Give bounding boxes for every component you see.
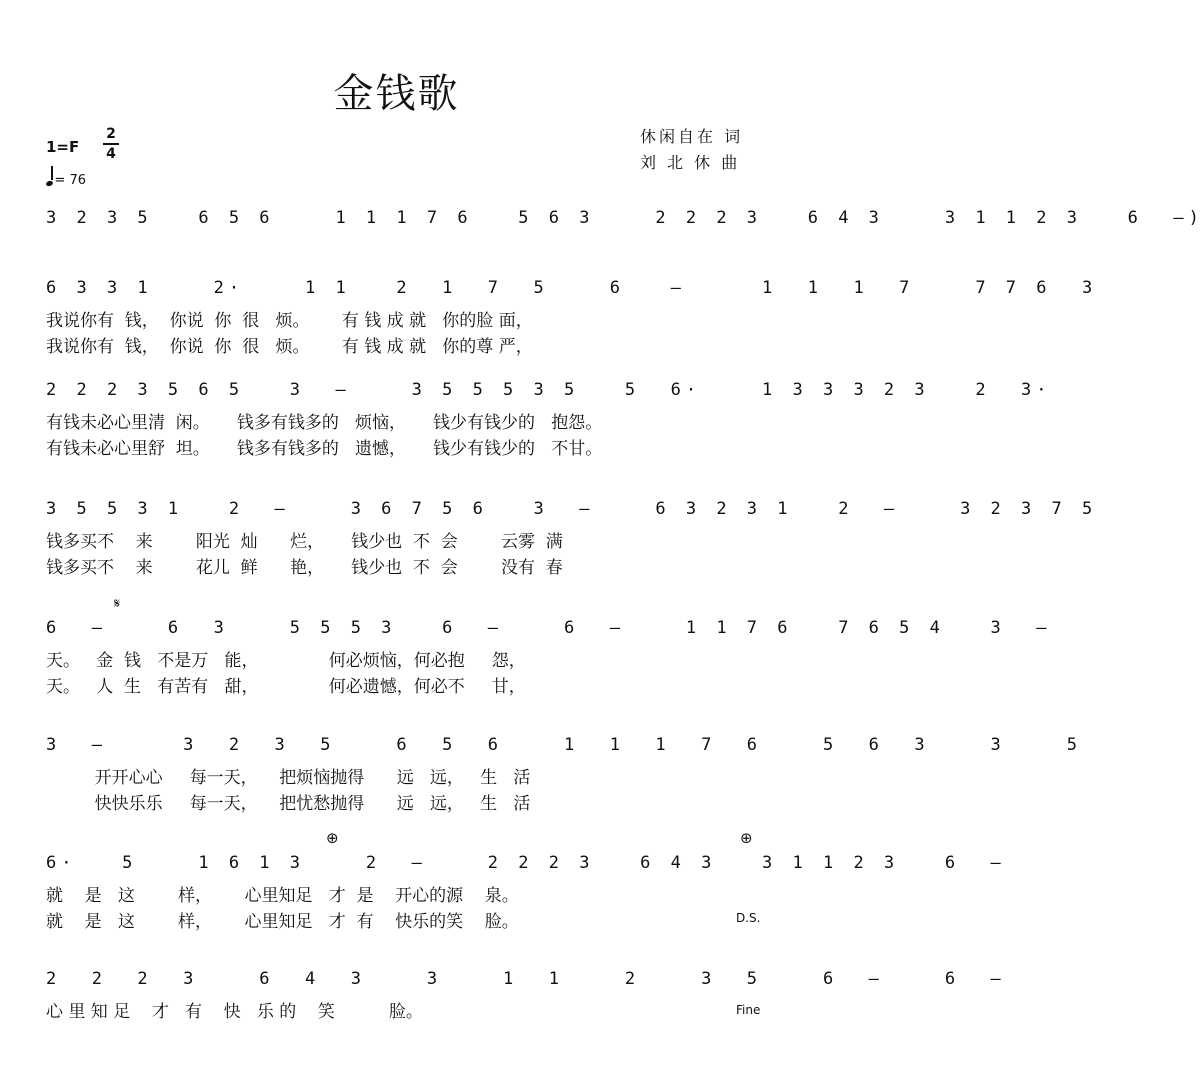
key-signature: 1=F (46, 138, 80, 156)
notes-line (46, 499, 1098, 525)
fine-mark: Fine (736, 1003, 761, 1017)
notes-text: 6 – 6 3 5 5 5 3 6 – 6 – 1 1 7 6 7 6 5 4 3 – (46, 618, 1052, 638)
lyric-line-2: 我说你有 钱， 你说 你 很 烦。 有 钱 成 就 你的尊 严， (46, 337, 533, 357)
lyric-line-2: 就 是 这 样， 心里知足 才 有 快乐的笑 脸。 (46, 912, 519, 932)
lyric-line-2: 快快乐乐 每一天， 把忧愁抛得 远 远， 生 活 (46, 794, 531, 814)
notes-text: 3 5 5 3 1 2 – 3 6 7 5 6 3 – 6 3 2 3 1 2 – 3 2 3 7 5 (46, 499, 1098, 519)
quarter-note-icon (45, 180, 53, 187)
lyric-line-1: 钱多买不 来 阳光 灿 烂， 钱少也 不 会 云雾 满 (46, 532, 563, 552)
notes-text: 3 – 3 2 3 5 6 5 6 1 1 1 7 6 5 6 3 3 5 (46, 735, 1082, 755)
notes-text: 2 2 2 3 5 6 5 3 – 3 5 5 5 3 5 5 6· 1 3 3 3 2 3 2 3· (46, 380, 1052, 400)
lyric-line-2: 钱多买不 来 花儿 鲜 艳， 钱少也 不 会 没有 春 (46, 558, 563, 578)
segno-icon: 𝄋 (114, 596, 121, 612)
notes-line (46, 735, 1082, 761)
lyric-line-1: 开开心心 每一天， 把烦恼抛得 远 远， 生 活 (46, 768, 531, 788)
lyric-line-2: 有钱未必心里舒 坦。 钱多有钱多的 遗憾， 钱少有钱少的 不甘。 (46, 439, 603, 459)
notes-line (46, 969, 1006, 995)
composer: 刘 北 休 曲 (640, 153, 741, 172)
coda-icon: ⊕ (740, 829, 753, 847)
meter-bottom: 4 (106, 146, 116, 162)
lyric-line-1: 有钱未必心里清 闲。 钱多有钱多的 烦恼， 钱少有钱少的 抱怨。 (46, 413, 603, 433)
credits (640, 124, 743, 176)
lyric-line-1: 我说你有 钱， 你说 你 很 烦。 有 钱 成 就 你的脸 面， (46, 311, 533, 331)
meter-top: 2 (106, 126, 116, 142)
notes-line (46, 208, 1204, 234)
notes-line (46, 618, 1052, 644)
notes-text: 3 2 3 5 6 5 6 1 1 1 7 6 5 6 3 2 2 2 3 6 4 3 3 1 1 2 3 6 –) (46, 208, 1204, 228)
notes-text: 6· 5 1 6 1 3 2 – 2 2 2 3 6 4 3 3 1 1 2 3 6 – (46, 853, 1006, 873)
tempo-value: = 76 (54, 173, 87, 188)
lyric-line-1: 天。 金 钱 不是万 能， 何必烦恼，何必抱 怨， (46, 651, 526, 671)
notes-line (46, 278, 1098, 304)
lyric-line-2: 天。 人 生 有苦有 甜， 何必遗憾，何必不 甘， (46, 677, 526, 697)
lyricist: 休闲自在 词 (640, 127, 744, 146)
notes-text: 6 3 3 1 2· 1 1 2 1 7 5 6 – 1 1 1 7 7 7 6 3 (46, 278, 1098, 298)
coda-icon: ⊕ (326, 829, 339, 847)
lyric-line-1: 心 里 知 足 才 有 快 乐 的 笑 脸。 (46, 1002, 423, 1022)
dal-segno-mark: D.S. (736, 911, 761, 925)
notes-line (46, 853, 1006, 879)
song-title: 金钱歌 (333, 71, 460, 117)
notes-text: 2 2 2 3 6 4 3 3 1 1 2 3 5 6 – 6 – (46, 969, 1006, 989)
lyric-line-1: 就 是 这 样， 心里知足 才 是 开心的源 泉。 (46, 886, 519, 906)
notes-line (46, 380, 1052, 406)
tempo-marking (46, 170, 86, 188)
time-signature (103, 126, 119, 162)
